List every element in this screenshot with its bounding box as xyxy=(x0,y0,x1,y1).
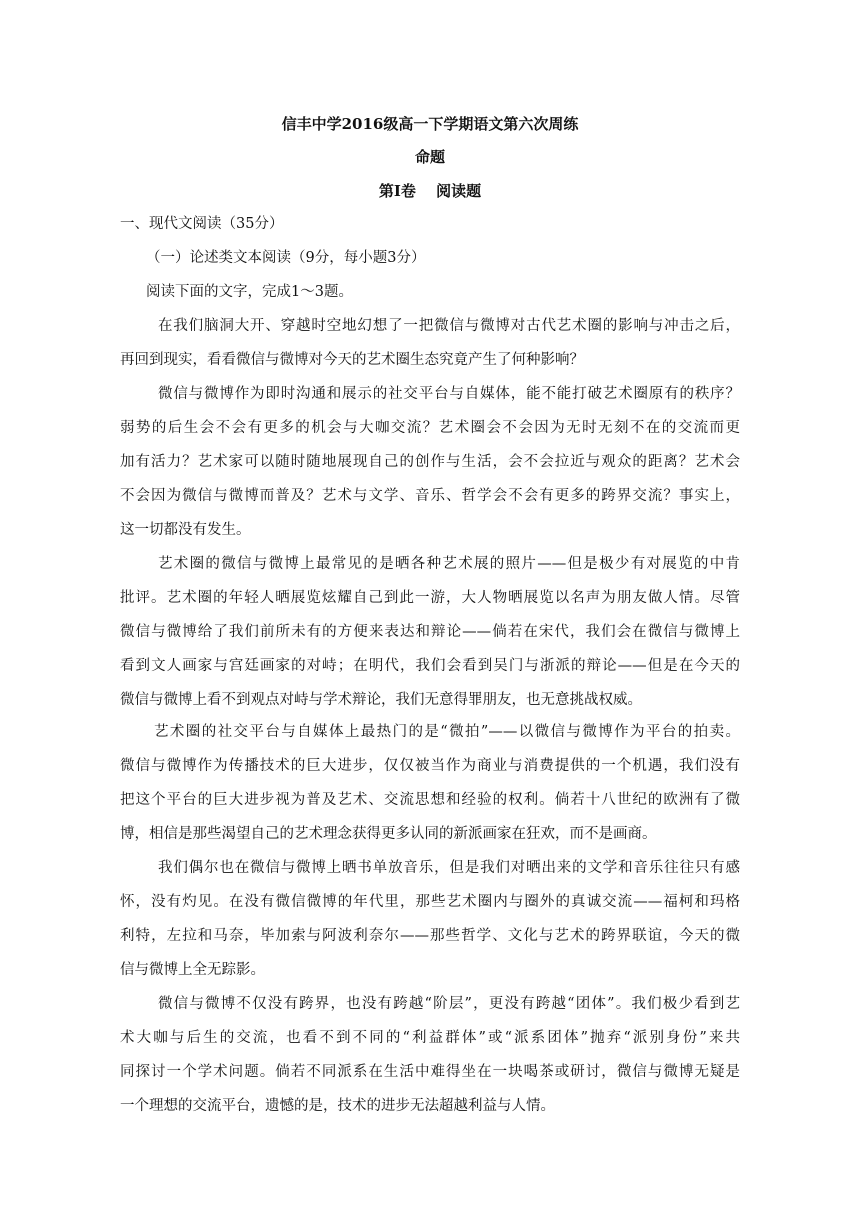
section-heading: 一、现代文阅读（35分） xyxy=(120,216,284,232)
paragraph-line: 博，相信是那些渴望自己的艺术理念获得更多认同的新派画家在狂欢，而不是画商。 xyxy=(120,826,657,842)
paragraph-line: 利特，左拉和马奈，毕加索与阿波利奈尔——那些哲学、文化与艺术的跨界联谊，今天的微 xyxy=(120,928,740,944)
paragraph-line: 怀，没有灼见。在没有微信微博的年代里，那些艺术圈内与圈外的真诚交流——福柯和玛格 xyxy=(120,894,740,910)
paragraph-line: 把这个平台的巨大进步视为普及艺术、交流思想和经验的权利。倘若十八世纪的欧洲有了微 xyxy=(120,792,740,808)
paragraph-line: 一个理想的交流平台，遗憾的是，技术的进步无法超越利益与人情。 xyxy=(120,1098,555,1114)
paragraph-line: 微信与微博给了我们前所未有的方便来表达和辩论——倘若在宋代，我们会在微信与微博上 xyxy=(120,624,740,640)
paragraph-line: 这一切都没有发生。 xyxy=(120,522,251,538)
reading-instruction: 阅读下面的文字，完成1～3题。 xyxy=(146,284,353,300)
paragraph-line: 微信与微博上看不到观点对峙与学术辩论，我们无意得罪朋友，也无意挑战权威。 xyxy=(120,692,642,708)
sub-section-heading: （一）论述类文本阅读（9分，每小题3分） xyxy=(146,250,426,266)
paragraph-line: 我们偶尔也在微信与微博上晒书单放音乐，但是我们对晒出来的文学和音乐往往只有感 xyxy=(158,860,740,876)
paragraph-line: 微信与微博作为传播技术的巨大进步，仅仅被当作为商业与消费提供的一个机遇，我们没有 xyxy=(120,758,740,774)
paragraph-line: 弱势的后生会不会有更多的机会与大咖交流？艺术圈会不会因为无时无刻不在的交流而更 xyxy=(120,420,740,436)
volume-heading: 第Ⅰ卷 阅读题 xyxy=(378,182,482,200)
paragraph-line: 不会因为微信与微博而普及？艺术与文学、音乐、哲学会不会有更多的跨界交流？事实上， xyxy=(120,488,740,504)
paragraph-line: 再回到现实，看看微信与微博对今天的艺术圈生态究竟产生了何种影响？ xyxy=(120,352,584,368)
paragraph-line: 微信与微博不仅没有跨界，也没有跨越“阶层”，更没有跨越“团体”。我们极少看到艺 xyxy=(158,996,740,1012)
paragraph-line: 术大咖与后生的交流，也看不到不同的“利益群体”或“派系团体”抛弃“派别身份”来共 xyxy=(120,1030,740,1046)
document-subtitle: 命题 xyxy=(414,148,445,166)
paragraph-line: 微信与微博作为即时沟通和展示的社交平台与自媒体，能不能打破艺术圈原有的秩序？ xyxy=(158,386,740,402)
document-title: 信丰中学2016级高一下学期语文第六次周练 xyxy=(281,115,579,133)
paragraph-line: 批评。艺术圈的年轻人晒展览炫耀自己到此一游，大人物晒展览以名声为朋友做人情。尽管 xyxy=(120,590,740,606)
paragraph-line: 艺术圈的微信与微博上最常见的是晒各种艺术展的照片——但是极少有对展览的中肯 xyxy=(158,556,740,572)
paragraph-line: 在我们脑洞大开、穿越时空地幻想了一把微信与微博对古代艺术圈的影响与冲击之后， xyxy=(158,318,740,334)
paragraph-line: 同探讨一个学术问题。倘若不同派系在生活中难得坐在一块喝茶或研讨，微信与微博无疑是 xyxy=(120,1064,740,1080)
paragraph-line: 加有活力？艺术家可以随时随地展现自己的创作与生活，会不会拉近与观众的距离？艺术会 xyxy=(120,454,740,470)
paragraph-line: 看到文人画家与宫廷画家的对峙；在明代，我们会看到吴门与浙派的辩论——但是在今天的 xyxy=(120,658,740,674)
paragraph-line: 信与微博上全无踪影。 xyxy=(120,962,265,978)
paragraph-line: 艺术圈的社交平台与自媒体上最热门的是“微拍”——以微信与微博作为平台的拍卖。 xyxy=(154,724,740,740)
